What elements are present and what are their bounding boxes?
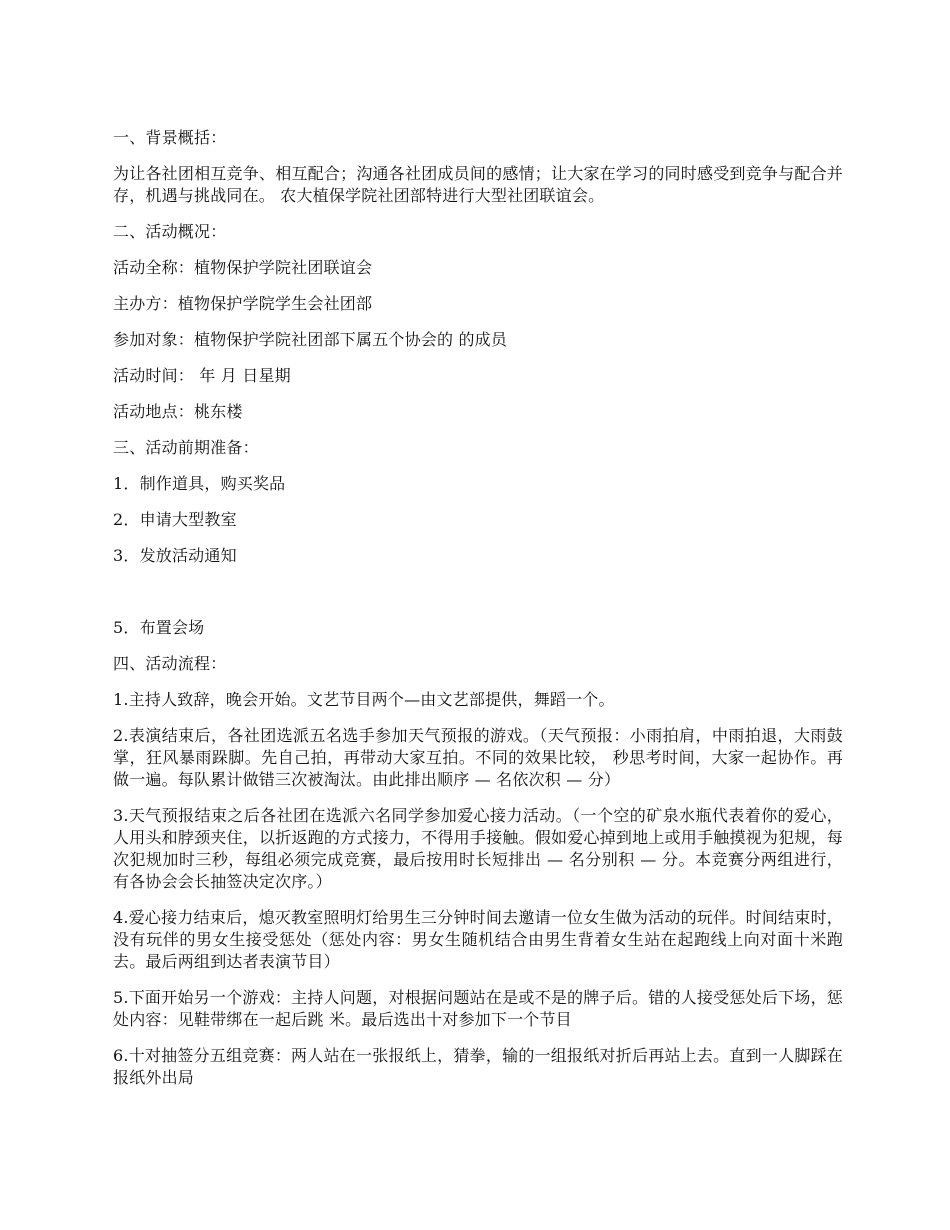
- blank-line: [113, 581, 843, 603]
- process-step-4: 4.爱心接力结束后，熄灭教室照明灯给男生三分钟时间去邀请一位女生做为活动的玩伴。时间结束时，没有玩伴的男女生接受惩处（惩处内容：男女生随机结合由男生背着女生站在起跑线上向对面十米跑去。最后两组到达者表演节目）: [113, 908, 843, 971]
- overview-full-name: 活动全称：植物保护学院社团联谊会: [113, 258, 373, 277]
- prep-item-2: 2．申请大型教室: [113, 510, 237, 529]
- background-paragraph: 为让各社团相互竞争、相互配合；沟通各社团成员间的感情；让大家在学习的同时感受到竞争与配合并存，机遇与挑战同在。 农大植保学院社团部特进行大型社团联谊会。: [113, 164, 843, 205]
- section-heading-overview: 二、活动概况：: [113, 222, 227, 241]
- section-heading-preparation: 三、活动前期准备：: [113, 438, 259, 457]
- overview-participants: 参加对象：植物保护学院社团部下属五个协会的 的成员: [113, 330, 508, 349]
- process-step-3: 3.天气预报结束之后各社团在选派六名同学参加爱心接力活动。（一个空的矿泉水瓶代表着你的爱心，人用头和脖颈夹住，以折返跑的方式接力，不得用手接触。假如爱心掉到地上或用手触摸视为犯规，每次犯规加时三秒，每组必须完成竞赛，最后按用时长短排出 — 名分别积 — 分。本竞赛分两组进行，有各协会会长抽签决定次序。）: [113, 806, 843, 891]
- process-step-6: 6.十对抽签分五组竞赛：两人站在一张报纸上，猜拳，输的一组报纸对折后再站上去。直到一人脚踩在报纸外出局: [113, 1046, 843, 1087]
- document-body: [113, 127, 843, 1103]
- section-heading-background: 一、背景概括：: [113, 128, 227, 147]
- overview-organizer: 主办方：植物保护学院学生会社团部: [113, 294, 373, 313]
- overview-time: 活动时间： 年 月 日星期: [113, 366, 291, 385]
- overview-location: 活动地点：桃东楼: [113, 402, 243, 421]
- process-step-2: 2.表演结束后，各社团选派五名选手参加天气预报的游戏。（天气预报：小雨拍肩，中雨拍退，大雨鼓掌，狂风暴雨跺脚。先自己拍，再带动大家互拍。不同的效果比较， 秒思考时间，大家一起协作。再做一遍。每队累计做错三次被淘汰。由此排出顺序 — 名依次积 — 分）: [113, 726, 843, 789]
- prep-item-3: 3．发放活动通知: [113, 546, 237, 565]
- prep-item-1: 1．制作道具，购买奖品: [113, 474, 286, 493]
- prep-item-5: 5．布置会场: [113, 618, 205, 637]
- section-heading-process: 四、活动流程：: [113, 654, 227, 673]
- process-step-1: 1.主持人致辞，晚会开始。文艺节目两个—由文艺部提供，舞蹈一个。: [113, 690, 615, 709]
- process-step-5: 5.下面开始另一个游戏：主持人问题，对根据问题站在是或不是的牌子后。错的人接受惩处后下场，惩处内容：见鞋带绑在一起后跳 米。最后选出十对参加下一个节目: [113, 988, 843, 1029]
